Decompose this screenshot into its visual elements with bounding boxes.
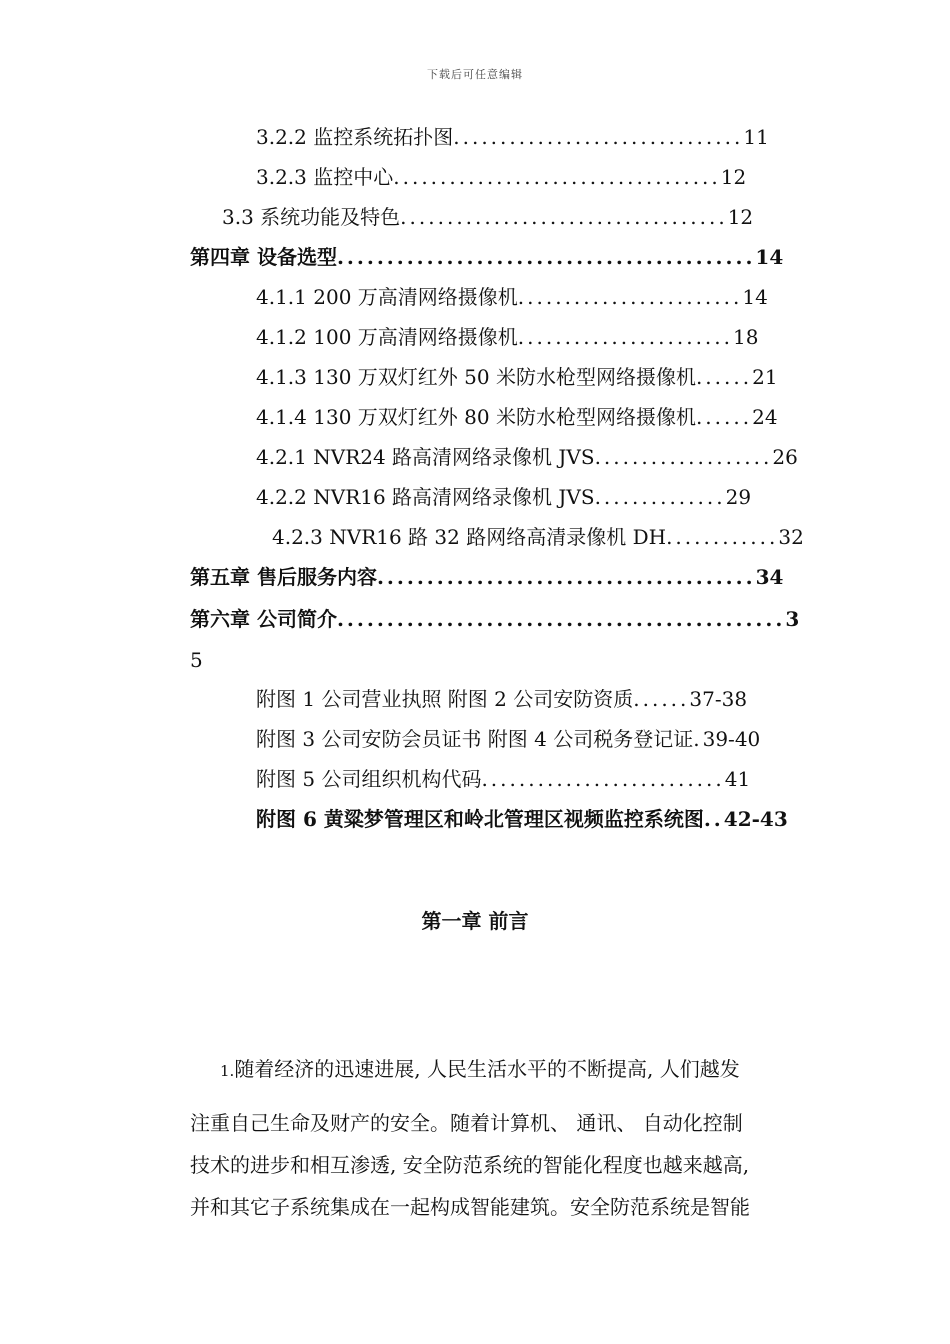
toc-page-number: 14 (742, 285, 768, 309)
toc-page-number: 3 (785, 607, 800, 631)
toc-leader: ....................... (517, 325, 734, 349)
toc-leader: ........................ (517, 285, 743, 309)
toc-leader: .. (703, 807, 724, 831)
toc-page-number: 29 (725, 485, 752, 509)
toc-page-number: 14 (755, 245, 784, 269)
toc-leader: ................................... (400, 205, 728, 229)
toc-leader: ............................... (453, 125, 744, 149)
toc-entry[interactable] (256, 363, 852, 391)
toc-leader: ...... (695, 405, 753, 429)
toc-leader: ...................................... (376, 565, 756, 589)
chapter-title: 第一章 前言 (421, 909, 529, 933)
toc-entry-text: 3.2.3 监控中心 (256, 165, 394, 189)
toc-entry-text: 4.1.2 100 万高清网络摄像机 (256, 325, 518, 349)
toc-leader: .............. (594, 485, 726, 509)
toc-entry-text: 4.1.1 200 万高清网络摄像机 (256, 285, 518, 309)
toc-entry-text: 4.2.2 NVR16 路高清网络录像机 JVS (256, 485, 595, 509)
toc-entry-text: 附图 1 公司营业执照 附图 2 公司安防资质 (256, 687, 634, 711)
toc-entry[interactable] (256, 163, 852, 191)
toc-entry[interactable] (256, 483, 751, 511)
toc-page-number: 39-40 (702, 727, 761, 751)
toc-entry[interactable] (190, 243, 852, 271)
toc-page-number: 21 (752, 365, 778, 389)
toc-leader: . (693, 727, 703, 751)
toc-page-number: 11 (743, 125, 769, 149)
toc-page-number: 37-38 (689, 687, 748, 711)
toc-entry[interactable] (222, 203, 852, 231)
toc-leader: ...... (695, 365, 753, 389)
toc-page-number-wrap: 5 (190, 648, 203, 672)
body-paragraph-line (190, 1055, 858, 1085)
toc-page-number: 12 (727, 205, 754, 229)
toc-entry[interactable] (256, 123, 852, 151)
toc-page-number: 12 (720, 165, 747, 189)
toc-entry[interactable] (190, 563, 852, 591)
toc-entry[interactable] (256, 765, 852, 793)
toc-entry[interactable] (272, 523, 852, 551)
toc-entry-text: 3.3 系统功能及特色 (222, 205, 401, 229)
toc-entry-text: 3.2.2 监控系统拓扑图 (256, 125, 454, 149)
toc-entry[interactable] (256, 443, 852, 471)
toc-entry[interactable] (256, 685, 852, 713)
toc-page-number: 42-43 (723, 807, 788, 831)
toc-entry-text: 附图 5 公司组织机构代码 (256, 767, 482, 791)
toc-leader: ................................... (393, 165, 721, 189)
toc-entry[interactable] (256, 805, 852, 833)
toc-entry[interactable] (256, 725, 852, 753)
toc-entry-text: 第六章 公司简介 (190, 607, 337, 631)
toc-page-number: 18 (733, 325, 759, 349)
toc-page-number: 41 (724, 767, 751, 791)
toc-leader: ...... (633, 687, 690, 711)
toc-entry-text: 4.1.4 130 万双灯红外 80 米防水枪型网络摄像机 (256, 405, 696, 429)
toc-page-number: 24 (752, 405, 778, 429)
toc-entry-text: 4.2.3 NVR16 路 32 路网络高清录像机 DH (272, 525, 667, 549)
toc-entry-text: 4.1.3 130 万双灯红外 50 米防水枪型网络摄像机 (256, 365, 696, 389)
paragraph-text: 随着经济的迅速进展, 人民生活水平的不断提高, 人们越发 (234, 1057, 740, 1081)
toc-entry[interactable] (256, 323, 852, 351)
toc-entry-text: 附图 3 公司安防会员证书 附图 4 公司税务登记证 (256, 727, 694, 751)
toc-entry[interactable] (256, 283, 852, 311)
toc-leader: ................... (594, 445, 773, 469)
body-paragraph-line: 技术的进步和相互渗透, 安全防范系统的智能化程度也越来越高, (190, 1153, 750, 1177)
paragraph-number: 1. (220, 1062, 235, 1080)
toc-entry[interactable] (256, 403, 852, 431)
toc-leader: .......................... (481, 767, 725, 791)
toc-leader: ............................................. (336, 607, 786, 631)
page-header: 下载后可任意编辑 (427, 68, 523, 81)
toc-entry[interactable] (190, 605, 852, 633)
body-paragraph-line: 注重自己生命及财产的安全。随着计算机、 通讯、 自动化控制 (190, 1111, 743, 1135)
toc-entry-text: 第四章 设备选型 (190, 245, 337, 269)
toc-page-number: 32 (778, 525, 804, 549)
toc-entry-text: 附图 6 黄粱梦管理区和岭北管理区视频监控系统图 (256, 807, 704, 831)
toc-leader: .......................................... (336, 245, 756, 269)
toc-page-number: 34 (755, 565, 784, 589)
toc-page-number: 26 (772, 445, 798, 469)
toc-entry-text: 第五章 售后服务内容 (190, 565, 377, 589)
body-paragraph-line: 并和其它子系统集成在一起构成智能建筑。安全防范系统是智能 (190, 1195, 750, 1219)
toc-entry-text: 4.2.1 NVR24 路高清网络录像机 JVS (256, 445, 595, 469)
toc-leader: ............ (666, 525, 779, 549)
